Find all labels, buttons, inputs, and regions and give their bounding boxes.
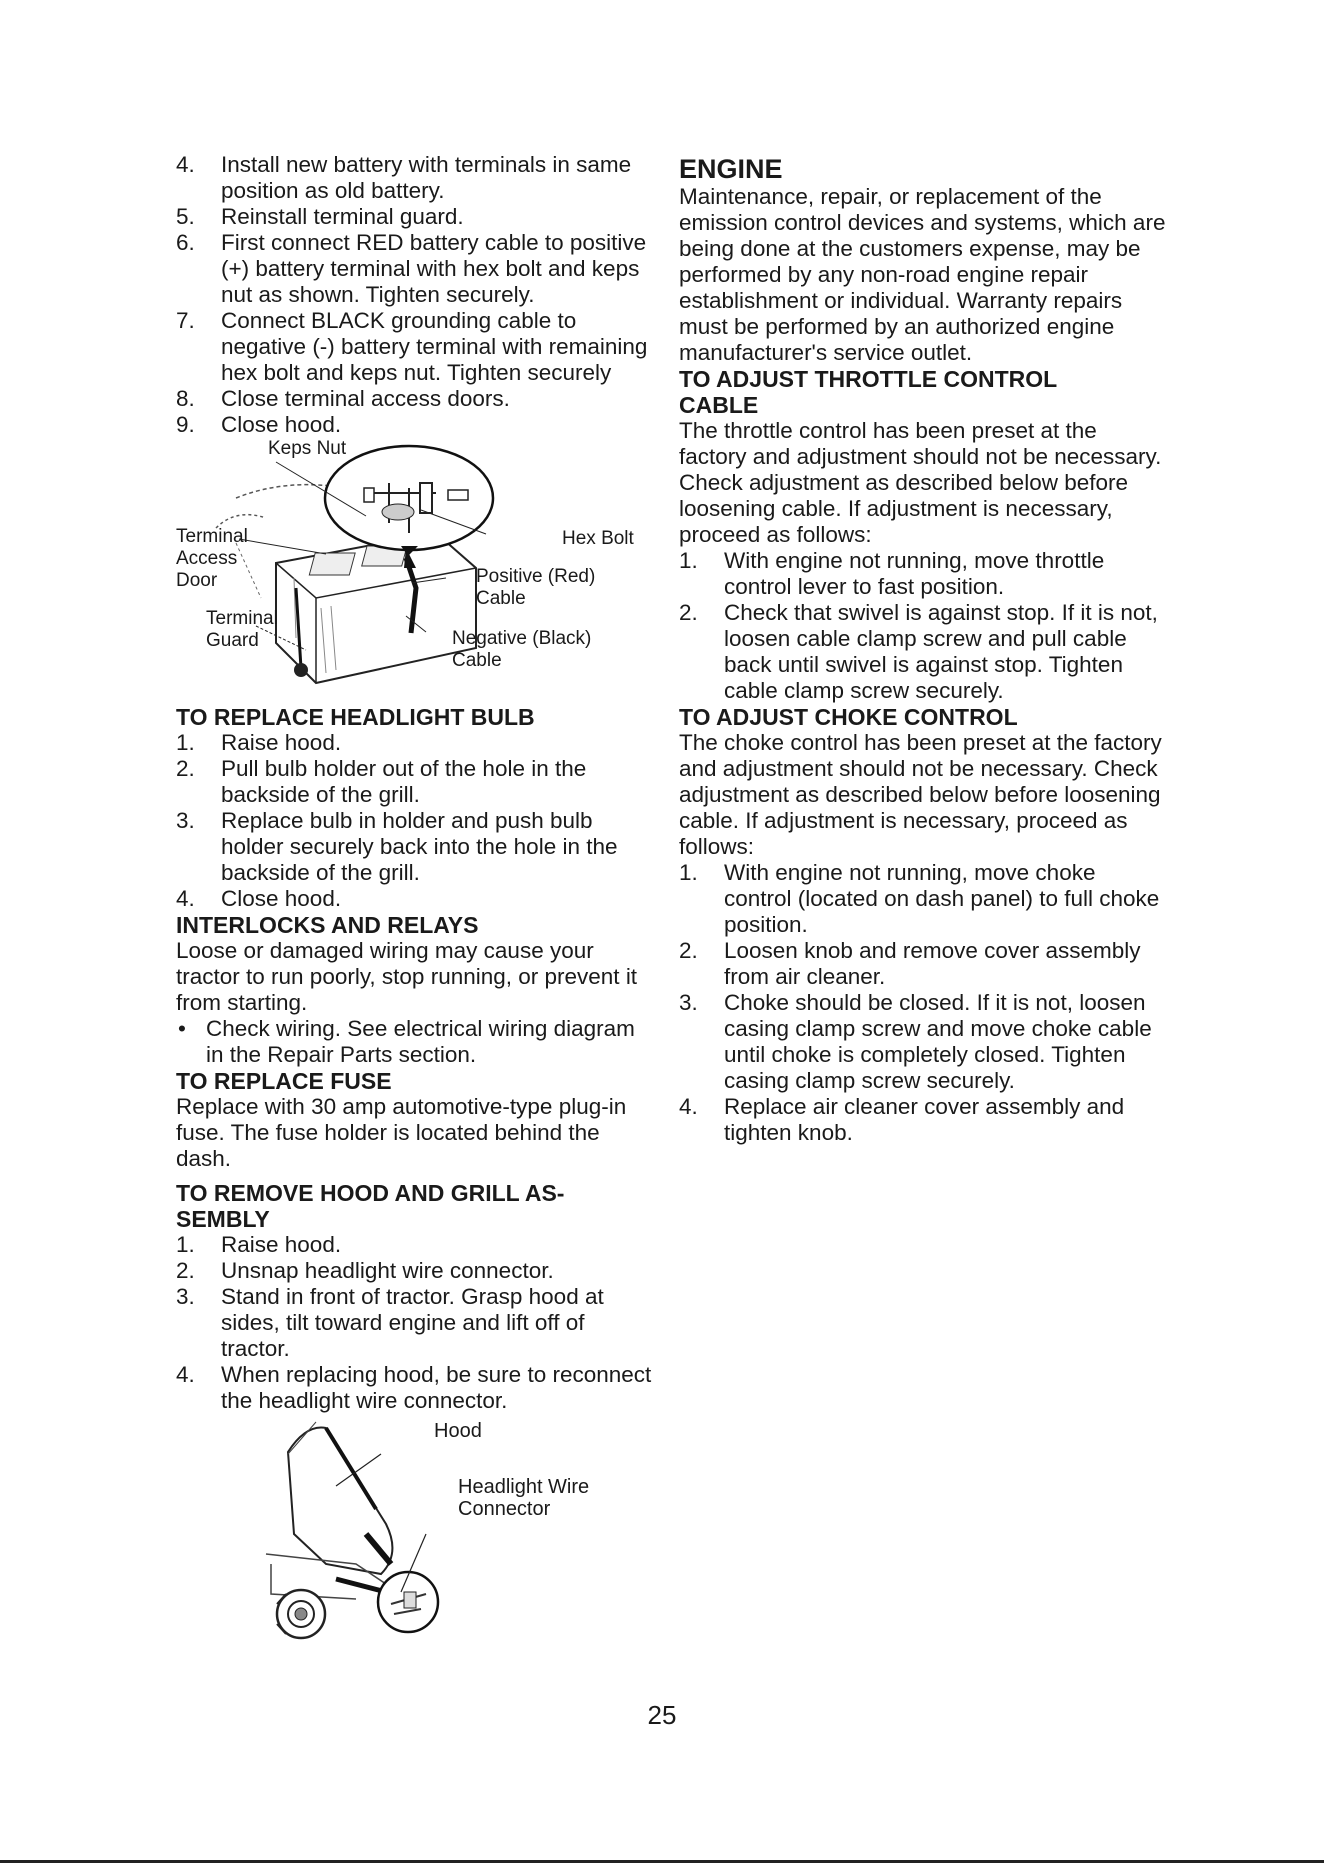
- headlight-wire-label: Headlight Wire: [458, 1476, 590, 1498]
- list-item: 3. Stand in front of tractor. Grasp hood at sides, tilt toward engine and lift off of tractor.: [176, 1284, 604, 1361]
- list-item: 1. With engine not running, move throttle control lever to fast position.: [679, 548, 1105, 599]
- throttle-steps: [679, 548, 1169, 704]
- positive-cable-label: Cable: [476, 588, 526, 609]
- list-item: 8. Close terminal access doors.: [176, 386, 510, 411]
- hood-illustration: [176, 1414, 656, 1644]
- engine-heading: ENGINE: [679, 154, 783, 184]
- choke-heading: TO ADJUST CHOKE CONTROL: [679, 704, 1018, 730]
- negative-black-label: Negative (Black): [452, 628, 592, 649]
- battery-diagram: [176, 438, 656, 704]
- bottom-divider: [0, 1860, 1324, 1863]
- hood-heading: TO REMOVE HOOD AND GRILL AS- SEMBLY: [176, 1180, 565, 1232]
- throttle-heading: TO ADJUST THROTTLE CONTROL CABLE: [679, 366, 1058, 418]
- throttle-body: The throttle control has been preset at the factory and adjustment should not be necessary. Check adjustment as described below before loosening cable. If adjustment is necessary, proceed as follows:: [679, 418, 1162, 547]
- list-item: 3. Replace bulb in holder and push bulb holder securely back into the hole in the backside of the grill.: [176, 808, 618, 885]
- access-label: Access: [176, 548, 238, 569]
- headlight-heading: TO REPLACE HEADLIGHT BULB: [176, 704, 535, 730]
- door-label: Door: [176, 570, 218, 591]
- list-item: 4. When replacing hood, be sure to reconnect the headlight wire connector.: [176, 1362, 652, 1413]
- list-item: 7. Connect BLACK grounding cable to negative (-) battery terminal with remaining hex bolt and keps nut. Tighten securely: [176, 308, 648, 385]
- terminal-access-label: Terminal: [176, 526, 248, 547]
- list-item: 1. With engine not running, move choke control (located on dash panel) to full choke position.: [679, 860, 1160, 937]
- list-item: 4. Close hood.: [176, 886, 342, 911]
- interlocks-body: Loose or damaged wiring may cause your tractor to run poorly, stop running, or prevent it from starting.: [176, 938, 638, 1015]
- negative-cable-label: Cable: [452, 650, 502, 671]
- choke-steps: [679, 860, 1169, 1146]
- list-item: 1. Raise hood.: [176, 730, 342, 755]
- keps-nut-label: Keps Nut: [268, 438, 347, 459]
- list-item: 2. Loosen knob and remove cover assembly from air cleaner.: [679, 938, 1141, 989]
- list-item: 2. Unsnap headlight wire connector.: [176, 1258, 554, 1283]
- hex-bolt-label: Hex Bolt: [562, 528, 634, 549]
- page-number: 25: [647, 1700, 677, 1730]
- list-item: 5. Reinstall terminal guard.: [176, 204, 464, 229]
- hood-steps: [176, 1232, 656, 1414]
- headlight-steps: [176, 730, 656, 912]
- terminal-guard-label-1: Terminal: [206, 608, 278, 629]
- interlocks-heading: INTERLOCKS AND RELAYS: [176, 912, 479, 938]
- list-item: 2. Pull bulb holder out of the hole in the backside of the grill.: [176, 756, 587, 807]
- list-item: • Check wiring. See electrical wiring diagram in the Repair Parts section.: [178, 1016, 635, 1067]
- left-column: [176, 152, 656, 1644]
- fuse-heading: TO REPLACE FUSE: [176, 1068, 392, 1094]
- positive-red-label: Positive (Red): [476, 566, 596, 587]
- terminal-guard-label-2: Guard: [206, 630, 259, 651]
- list-item: 4. Replace air cleaner cover assembly and tighten knob.: [679, 1094, 1125, 1145]
- list-item: 6. First connect RED battery cable to positive (+) battery terminal with hex bolt and keps nut as shown. Tighten securely.: [176, 230, 647, 307]
- right-column: [679, 152, 1169, 1146]
- list-item: 3. Choke should be closed. If it is not, loosen casing clamp screw and move choke cable until choke is completely closed. Tighten casing clamp screw securely.: [679, 990, 1152, 1093]
- interlocks-bullets: [176, 1016, 656, 1068]
- hood-label: Hood: [434, 1420, 482, 1442]
- engine-body: Maintenance, repair, or replacement of the emission control devices and systems, which are being done at the customers expense, may be performed by any non-road engine repair establishment or individual. Warranty repairs must be performed by an authorized engine manufacturer's service outlet.: [679, 184, 1166, 365]
- list-item: 1. Raise hood.: [176, 1232, 342, 1257]
- battery-install-steps: [176, 152, 656, 438]
- choke-body: The choke control has been preset at the factory and adjustment should not be necessary. Check adjustment as described below before loosening cable. If adjustment is necessary, proceed as follows:: [679, 730, 1162, 859]
- hood-diagram: [176, 1414, 656, 1644]
- list-item: 2. Check that swivel is against stop. If it is not, loosen cable clamp screw and pull cable back until swivel is against stop. Tighten cable clamp screw securely.: [679, 600, 1158, 703]
- fuse-body: Replace with 30 amp automotive-type plug-in fuse. The fuse holder is located behind the dash.: [176, 1094, 627, 1171]
- connector-label: Connector: [458, 1498, 551, 1520]
- list-item: 4. Install new battery with terminals in same position as old battery.: [176, 152, 632, 203]
- list-item: 9. Close hood.: [176, 412, 342, 437]
